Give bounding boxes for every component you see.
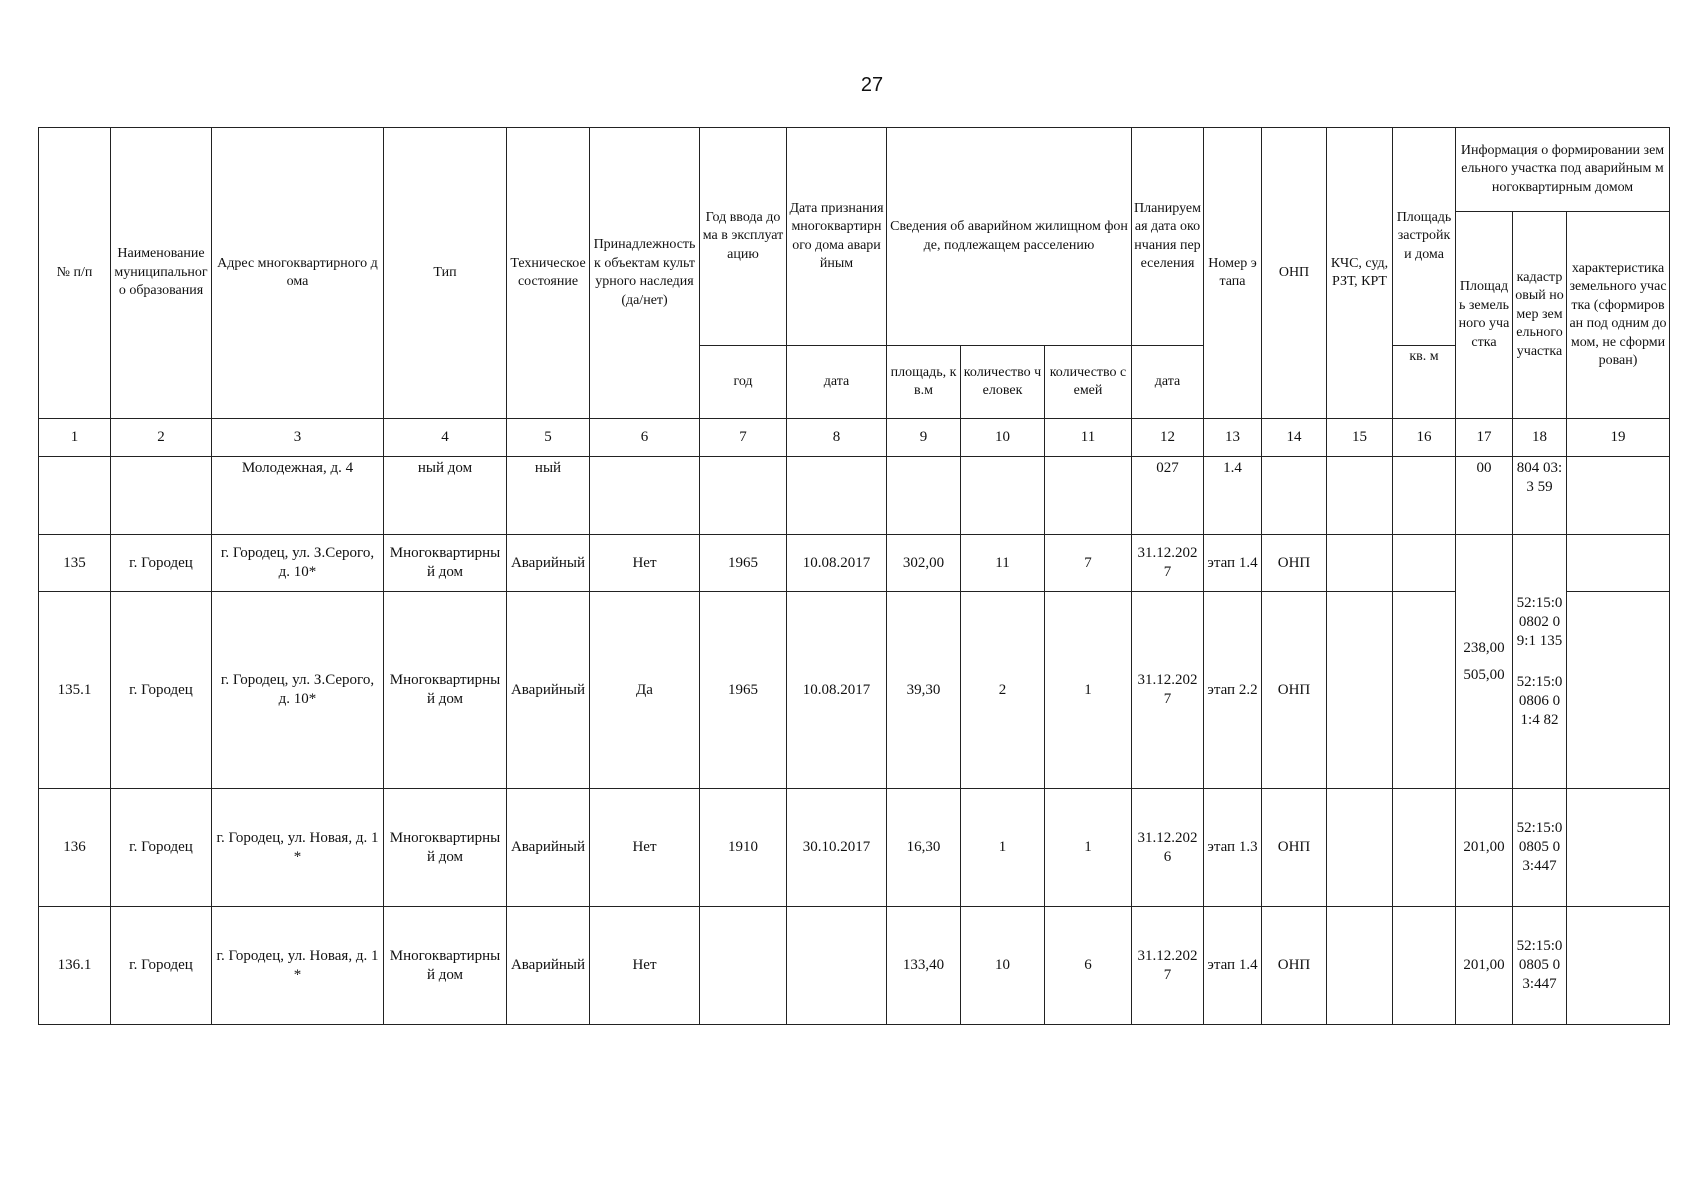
cell-land-area: 00 — [1456, 457, 1513, 535]
cell-area: 16,30 — [887, 789, 961, 907]
col-number: 1 — [39, 419, 111, 457]
cell-num: 135 — [39, 535, 111, 592]
cell-stage: этап 1.4 — [1204, 907, 1262, 1025]
header-land-char: характеристика земельного участка (сформирован под одним домом, не сформирован) — [1567, 212, 1670, 419]
cell-municipality: г. Городец — [111, 535, 212, 592]
cell-type: ный дом — [384, 457, 507, 535]
cell-heritage: Да — [590, 592, 700, 789]
table-row — [39, 789, 1670, 907]
cell-stage: этап 2.2 — [1204, 592, 1262, 789]
header-unit-year: год — [700, 346, 787, 419]
header-type: Тип — [384, 128, 507, 419]
header-heritage: Принадлежность к объектам культурного наследия (да/нет) — [590, 128, 700, 419]
col-number: 7 — [700, 419, 787, 457]
page-number: 27 — [860, 74, 884, 96]
col-number: 5 — [507, 419, 590, 457]
header-emergency-fund: Сведения об аварийном жилищном фонде, подлежащем расселению — [887, 128, 1132, 346]
cell-num: 136 — [39, 789, 111, 907]
cell-year: 1965 — [700, 592, 787, 789]
cell-plan-date: 31.12.2027 — [1132, 592, 1204, 789]
cell-num: 135.1 — [39, 592, 111, 789]
cell-state: Аварийный — [507, 535, 590, 592]
cell-municipality: г. Городец — [111, 592, 212, 789]
cell-municipality: г. Городец — [111, 789, 212, 907]
header-unit-plan-date: дата — [1132, 346, 1204, 419]
cell-stage: этап 1.4 — [1204, 535, 1262, 592]
cell-type: Многоквартирный дом — [384, 535, 507, 592]
cell-date: 30.10.2017 — [787, 789, 887, 907]
cell-area: 39,30 — [887, 592, 961, 789]
cell-state: Аварийный — [507, 592, 590, 789]
col-number: 3 — [212, 419, 384, 457]
cell-families: 1 — [1045, 789, 1132, 907]
cell-address: г. Городец, ул. З.Серого, д. 10* — [212, 592, 384, 789]
column-number-row — [39, 419, 1670, 457]
cell-year: 1910 — [700, 789, 787, 907]
header-land-info: Информация о формировании земельного участка под аварийным многоквартирным домом — [1456, 128, 1670, 212]
header-unit-sqm: кв. м — [1393, 346, 1456, 419]
cell-num: 136.1 — [39, 907, 111, 1025]
col-number: 14 — [1262, 419, 1327, 457]
header-families: количество семей — [1045, 346, 1132, 419]
header-tech-state: Техническое состояние — [507, 128, 590, 419]
col-number: 18 — [1513, 419, 1567, 457]
cell-plan-date: 027 — [1132, 457, 1204, 535]
cell-address: г. Городец, ул. Новая, д. 1* — [212, 907, 384, 1025]
cell-year: 1965 — [700, 535, 787, 592]
cell-address: г. Городец, ул. Новая, д. 1* — [212, 789, 384, 907]
cell-land-area: 201,00 — [1456, 789, 1513, 907]
cell-families: 6 — [1045, 907, 1132, 1025]
cell-heritage: Нет — [590, 789, 700, 907]
cell-onp: ОНП — [1262, 592, 1327, 789]
cell-state: Аварийный — [507, 789, 590, 907]
cell-cadastral: 52:15:00805 03:447 — [1513, 789, 1567, 907]
table-row — [39, 535, 1670, 592]
cell-heritage: Нет — [590, 907, 700, 1025]
header-cadastral: кадастровый номер земельного участка — [1513, 212, 1567, 419]
table-row — [39, 457, 1670, 535]
table-row — [39, 907, 1670, 1025]
cell-people: 10 — [961, 907, 1045, 1025]
col-number: 4 — [384, 419, 507, 457]
cell-onp: ОНП — [1262, 789, 1327, 907]
cell-land-area-merged — [1456, 535, 1513, 789]
cell-stage: этап 1.3 — [1204, 789, 1262, 907]
cell-type: Многоквартирный дом — [384, 907, 507, 1025]
header-address: Адрес многоквартирного дома — [212, 128, 384, 419]
header-onp: ОНП — [1262, 128, 1327, 419]
col-number: 6 — [590, 419, 700, 457]
cell-heritage: Нет — [590, 535, 700, 592]
cell-stage: 1.4 — [1204, 457, 1262, 535]
col-number: 17 — [1456, 419, 1513, 457]
cell-plan-date: 31.12.2027 — [1132, 535, 1204, 592]
cell-plan-date: 31.12.2027 — [1132, 907, 1204, 1025]
header-people: количество человек — [961, 346, 1045, 419]
land-area-value: 505,00 — [1463, 666, 1505, 683]
col-number: 10 — [961, 419, 1045, 457]
header-build-area: Площадь застройки дома — [1393, 128, 1456, 346]
cell-cadastral-merged — [1513, 535, 1567, 789]
cell-onp: ОНП — [1262, 535, 1327, 592]
cell-cadastral: 804 03:3 59 — [1513, 457, 1567, 535]
land-area-value: 238,00 — [1463, 639, 1505, 656]
col-number: 12 — [1132, 419, 1204, 457]
cell-people: 11 — [961, 535, 1045, 592]
col-number: 16 — [1393, 419, 1456, 457]
cell-address: г. Городец, ул. З.Серого, д. 10* — [212, 535, 384, 592]
cell-type: Многоквартирный дом — [384, 789, 507, 907]
emergency-housing-table — [38, 127, 1670, 1025]
col-number: 13 — [1204, 419, 1262, 457]
table-row — [39, 592, 1670, 789]
cell-land-area: 201,00 — [1456, 907, 1513, 1025]
cell-date — [787, 907, 887, 1025]
header-recognition-date: Дата признания многоквартирного дома аварийным — [787, 128, 887, 346]
cell-families: 7 — [1045, 535, 1132, 592]
col-number: 19 — [1567, 419, 1670, 457]
header-plan-date: Планируемая дата окончания переселения — [1132, 128, 1204, 346]
col-number: 11 — [1045, 419, 1132, 457]
cell-year — [700, 907, 787, 1025]
cell-state: Аварийный — [507, 907, 590, 1025]
header-year: Год ввода дома в эксплуатацию — [700, 128, 787, 346]
cadastral-value: 52:15:00802 09:1 135 — [1516, 594, 1563, 649]
col-number: 9 — [887, 419, 961, 457]
cell-area: 302,00 — [887, 535, 961, 592]
cell-people: 2 — [961, 592, 1045, 789]
cell-date: 10.08.2017 — [787, 535, 887, 592]
cell-area: 133,40 — [887, 907, 961, 1025]
header-num: № п/п — [39, 128, 111, 419]
col-number: 2 — [111, 419, 212, 457]
cell-municipality: г. Городец — [111, 907, 212, 1025]
cell-onp: ОНП — [1262, 907, 1327, 1025]
cell-date: 10.08.2017 — [787, 592, 887, 789]
header-kchs: КЧС, суд, РЗТ, КРТ — [1327, 128, 1393, 419]
header-unit-date: дата — [787, 346, 887, 419]
cell-type: Многоквартирный дом — [384, 592, 507, 789]
header-land-area: Площадь земельного участка — [1456, 212, 1513, 419]
cell-families: 1 — [1045, 592, 1132, 789]
header-area: площадь, кв.м — [887, 346, 961, 419]
cadastral-value: 52:15:00806 01:4 82 — [1516, 673, 1563, 728]
cell-state: ный — [507, 457, 590, 535]
cell-address: Молодежная, д. 4 — [212, 457, 384, 535]
col-number: 15 — [1327, 419, 1393, 457]
col-number: 8 — [787, 419, 887, 457]
cell-cadastral: 52:15:00805 03:447 — [1513, 907, 1567, 1025]
cell-people: 1 — [961, 789, 1045, 907]
cell-plan-date: 31.12.2026 — [1132, 789, 1204, 907]
header-stage: Номер этапа — [1204, 128, 1262, 419]
header-municipality: Наименование муниципального образования — [111, 128, 212, 419]
